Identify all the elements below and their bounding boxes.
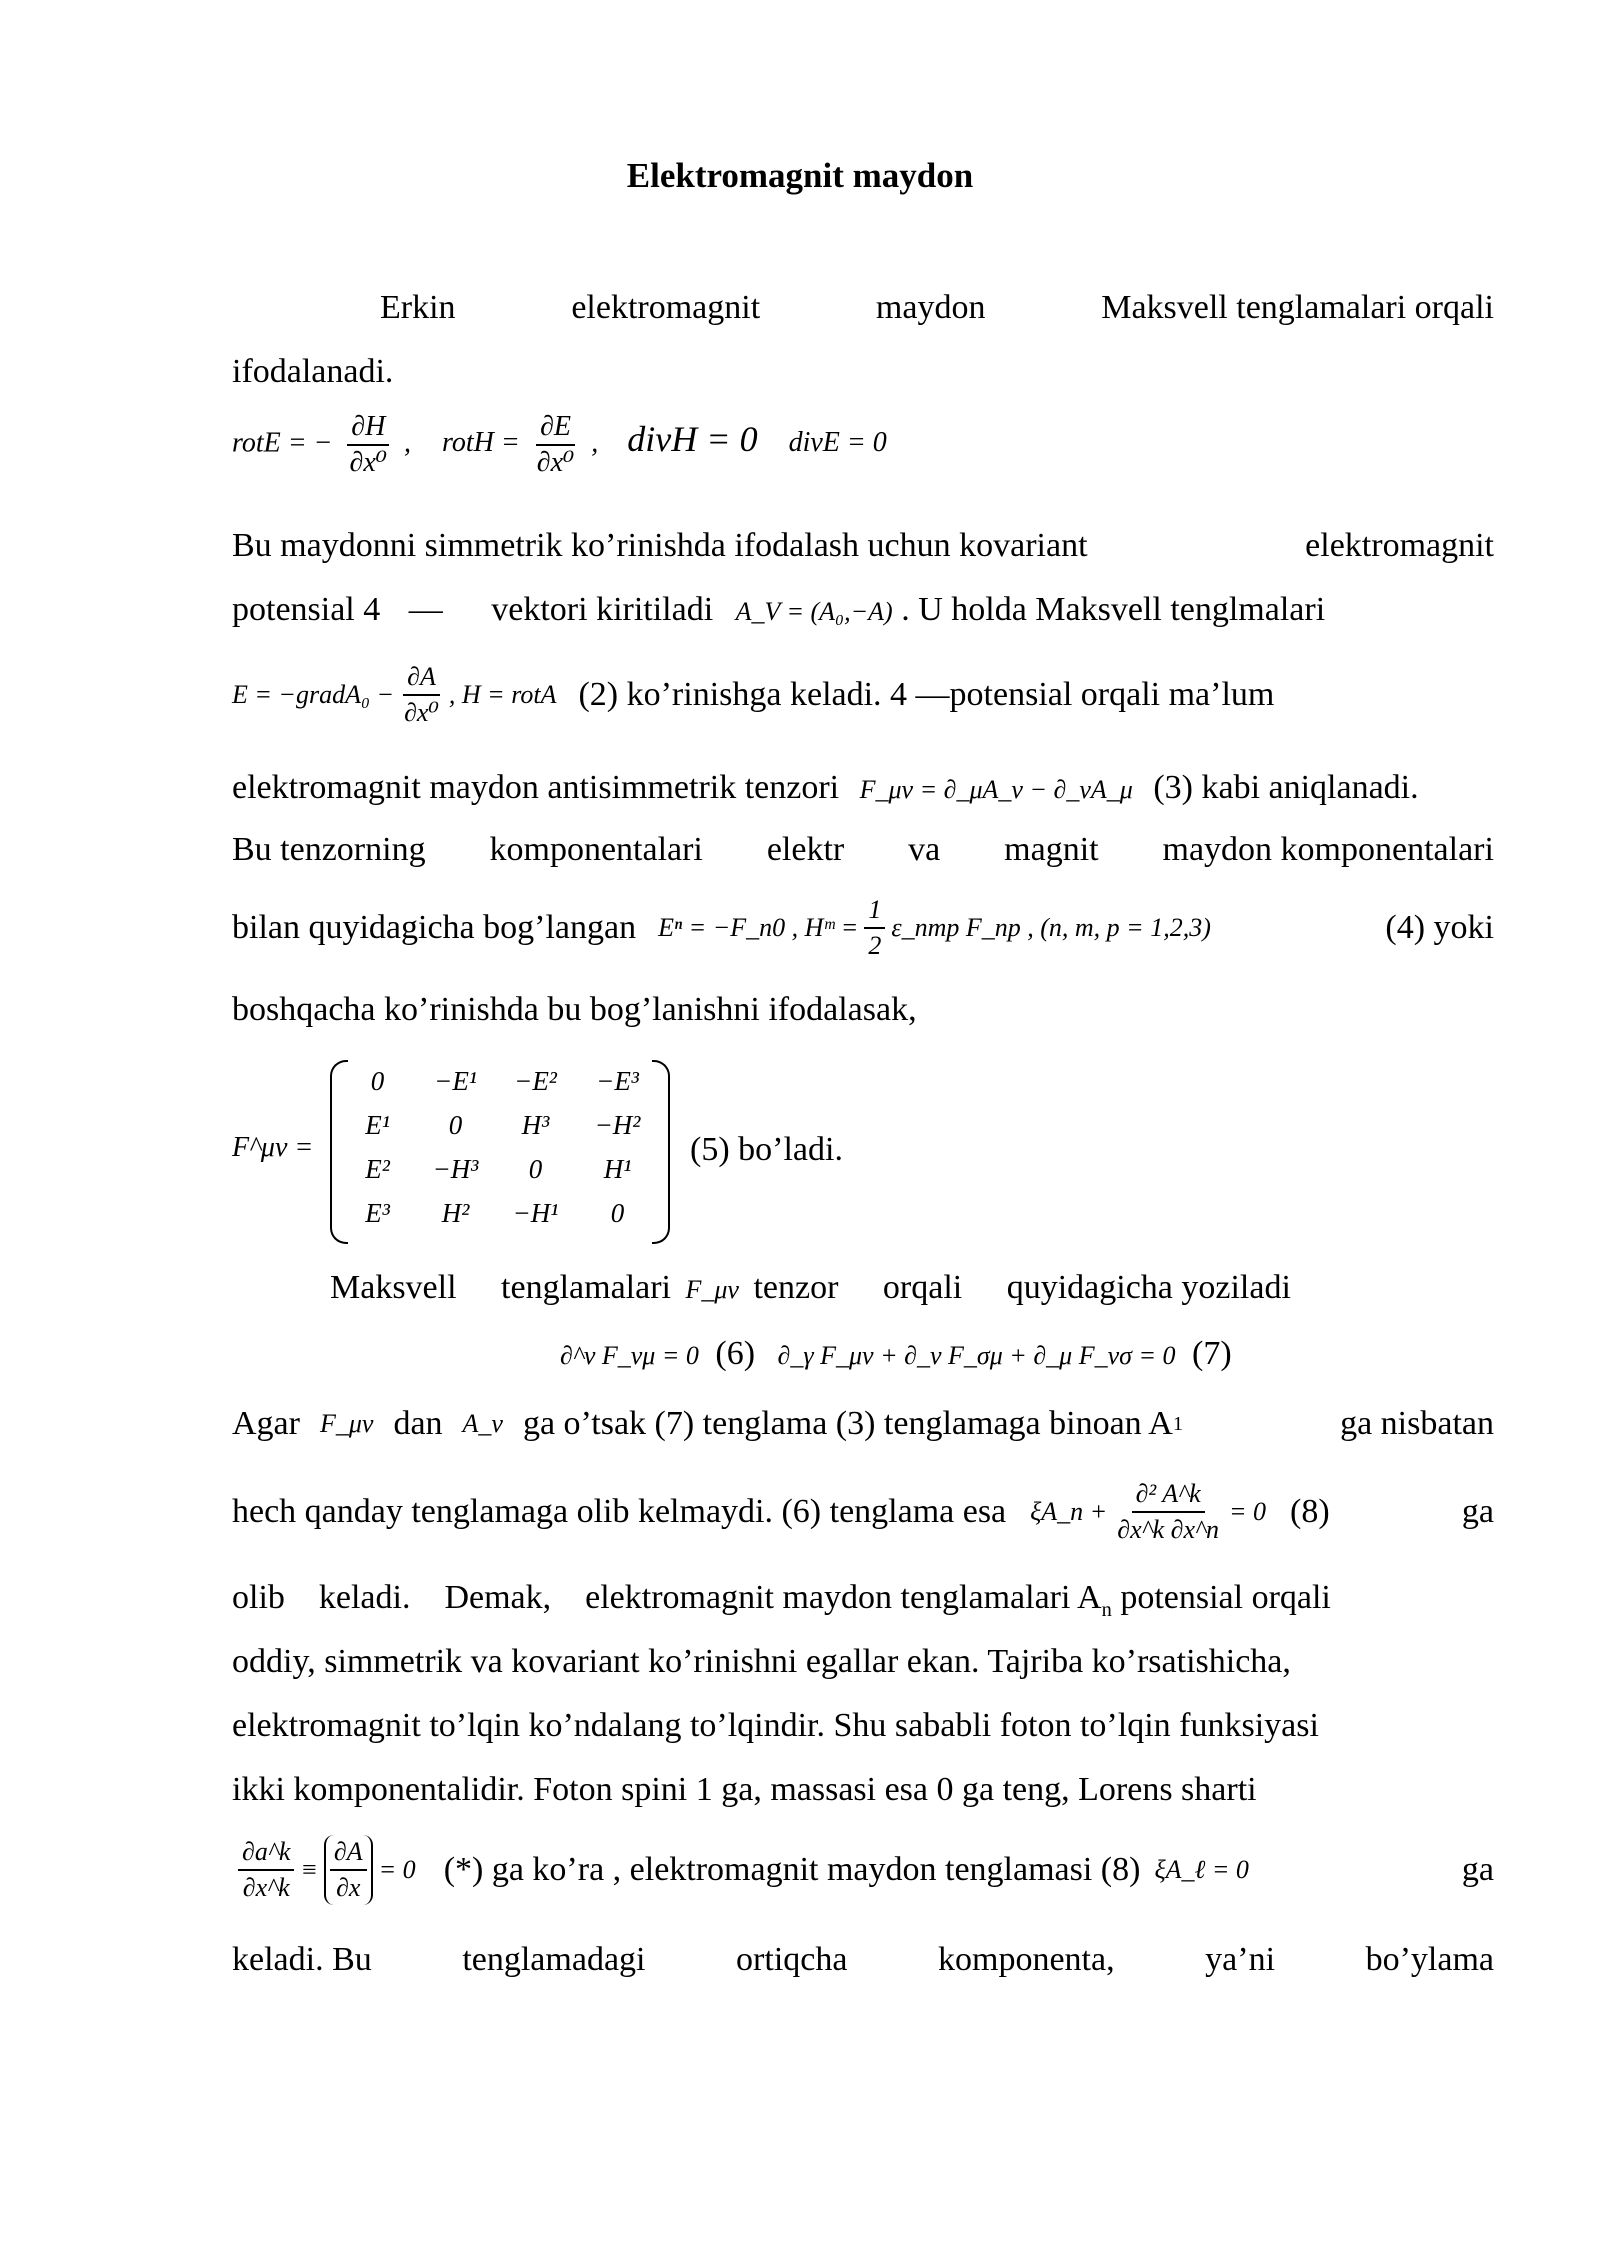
paragraph-4-line-2: hech qanday tenglamaga olib kelmaydi. (6) tenglama esa ξA_n + $\frac{\text{∂² A\textasciicircum{}k}}{\partial x\^{}k \partial x\^{}n}$ = 0 (8) ga [232,1470,1494,1554]
eq-div-e: divE = 0 [788,427,887,459]
page-title: Elektromagnit maydon [626,156,974,195]
eq-h-rot: , H = rotA [448,680,557,709]
matrix-cell: −H² [594,1110,641,1140]
eq-xi-a: ξA_ℓ = 0 [1154,1855,1249,1884]
matrix-cell: H¹ [603,1154,632,1184]
word: Erkin [380,289,456,326]
matrix-cell: E² [365,1154,390,1184]
eq-6: ∂^ν F_νμ = 0 [560,1341,699,1370]
eq-f-inline: F_μν [319,1409,374,1438]
matrix-label: (5) bo’ladi. [690,1131,843,1168]
field-tensor-matrix [330,1060,670,1240]
matrix-cell: 0 [448,1110,463,1140]
paragraph-2-line-7: boshqacha ko’rinishda bu bog’lanishni ifodalasak, [232,991,917,1028]
matrix-cell: −E² [514,1066,557,1096]
eq-e-grad: E = −gradA₀ − [232,680,395,709]
eq-rot-e: rotE = − [232,427,333,459]
eq-fmunu: F_μν = ∂_μA_ν − ∂_νA_μ [859,775,1133,804]
eq-fmunu-inline: F_μν [685,1275,739,1304]
fraction: $\frac{\text{∂² A\textasciicircum{}k}}{\partial x\^{}k \partial x\^{}n}$ [1117,1479,1219,1544]
matrix-cell: −H³ [432,1154,479,1184]
paragraph-4-line-3: olib keladi. Demak, elektromagnit maydon tenglamalari $A_n$ potensial orqali [232,1579,1331,1621]
fraction: $\frac{\partial a\^{}k}{\partial x\^{}k}$ [238,1835,294,1905]
matrix-cell: −H¹ [512,1198,559,1228]
paragraph-2-line-4: elektromagnit maydon antisimmetrik tenzori F_μν = ∂_μA_ν − ∂_νA_μ (3) kabi aniqlanadi. [232,769,1419,806]
paragraph-4-line-6: ikki komponentalidir. Foton spini 1 ga, massasi esa 0 ga teng, Lorens sharti [232,1771,1257,1808]
paragraph-2-line-6: bilan quyidagicha bog’langan Eⁿ = −F_n0 , Hᵐ = $\frac{1}{2}$ ε_nmp F_np , (n, m, p = 1,2,3) (4) yoki [232,890,1494,966]
paragraph-4-line-7: $\frac{\partial a\^{}k}{\partial x\^{}k}$ ≡ $\frac{\partial A}{\partial x}$ = 0 (*) ga ko’ra , elektromagnit maydon tenglamasi (8) ξA_ℓ = 0 ga [232,1828,1494,1912]
eq-rot-h: rotH = [442,427,520,459]
eq-en-rel-2: ε_nmp F_np , (n, m, p = 1,2,3) [891,913,1211,942]
paragraph-4-line-8: keladi. Bu tenglamadagi ortiqcha komponenta, ya’ni bo’ylama [232,1941,1494,1978]
paragraph-1-line-2: ifodalanadi. [232,353,394,390]
fraction: $\frac{\partial A}{\partial x}$ [324,1835,373,1905]
paragraph-2-line-1: Bu maydonni simmetrik ko’rinishda ifodalash uchun kovariant elektromagnit [232,527,1494,564]
word: elektromagnit [571,289,761,326]
matrix-cell: H² [441,1198,470,1228]
equations-6-7: ∂^ν F_νμ = 0 (6) ∂_γ F_μν + ∂_ν F_σμ + ∂_μ F_νσ = 0 (7) [560,1335,1232,1372]
eq-div-h: divH = 0 [627,419,758,460]
paragraph-2-line-2: potensial 4 — vektori kiritiladi A_V = (A₀,−A) . U holda Maksvell tenglmalari [232,591,1326,628]
eq-a-inline: A_ν [462,1409,503,1438]
maxwell-equation-row: rotE = − $\frac{\partial H}{\text{∂x⁰}}$ , rotH = $\frac{\partial E}{\text{∂x⁰}}$ , divH = 0 divE = 0 [232,411,887,478]
matrix-cell: 0 [610,1198,625,1228]
eq-av: A_V = (A₀,−A) [735,597,893,626]
matrix-cell: H³ [521,1110,550,1140]
paragraph-4-line-4: oddiy, simmetrik va kovariant ko’rinishni egallar ekan. Tajriba ko’rsatishicha, [232,1643,1291,1680]
fraction: $\frac{\partial H}{\text{∂x⁰}}$ [346,410,392,480]
eq-8: ξA_n + [1030,1497,1108,1526]
paragraph-4-line-1: Agar F_μν dan A_ν ga o’tsak (7) tenglama (3) tenglamaga binoan A 1 ga nisbatan [232,1405,1494,1442]
paragraph-2-line-3: E = −gradA₀ − $\frac{\partial A}{\text{∂x⁰}}$ , H = rotA (2) ko’rinishga keladi. 4 —potensial orqali ma’lum [232,660,1494,730]
matrix-cell: E³ [365,1198,390,1228]
word: Maksvell tenglamalari orqali [1101,289,1494,326]
fraction: $\frac{\partial A}{\text{∂x⁰}}$ [404,662,439,727]
matrix-lhs: F^μν = [232,1132,314,1163]
matrix-cell: 0 [370,1066,385,1096]
matrix-cell: E¹ [365,1110,390,1140]
matrix-cell: −E³ [596,1066,639,1096]
fraction: $\frac{\partial E}{\text{∂x⁰}}$ [536,411,575,478]
eq-en-rel: Eⁿ = −F_n0 , Hᵐ = [658,913,859,942]
matrix-cell: 0 [528,1154,543,1184]
eq-7: ∂_γ F_μν + ∂_ν F_σμ + ∂_μ F_νσ = 0 [777,1341,1176,1370]
word: maydon [875,289,986,326]
paragraph-4-line-5: elektromagnit to’lqin ko’ndalang to’lqindir. Shu sababli foton to’lqin funksiyasi [232,1707,1319,1744]
paragraph-1-line-1 [380,288,1494,328]
paragraph-2-line-5: Bu tenzorning komponentalari elektr va magnit maydon komponentalari [232,831,1494,868]
matrix-cell: −E¹ [434,1066,477,1096]
fraction: $\frac{1}{2}$ [864,893,885,963]
paragraph-3: Maksvell tenglamalari F_μν tenzor orqali quyidagicha yoziladi [330,1269,1291,1306]
